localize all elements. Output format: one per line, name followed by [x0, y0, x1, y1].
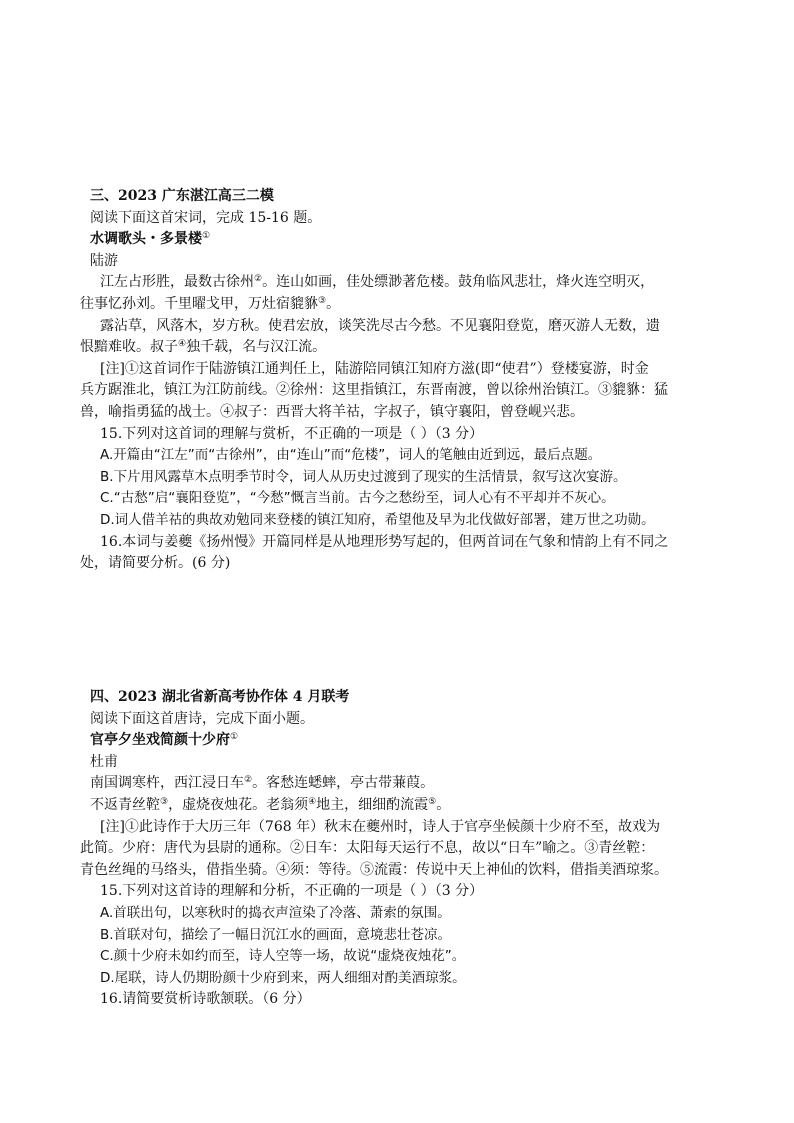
note-line: 青色丝绳的马络头，借指坐骑。④须：等待。⑤流霞：传说中天上神仙的饮料，借指美酒琼浆。	[80, 861, 668, 878]
verse-text: 独千载，名与汉江流。	[186, 339, 327, 356]
poem-title	[90, 229, 734, 251]
footnote-mark: ④	[308, 796, 317, 807]
poem-verse-line	[90, 272, 734, 294]
poem-title	[90, 730, 734, 752]
footnote-mark: ⑤	[428, 796, 437, 807]
footnote-mark: ③	[160, 796, 169, 807]
poem-author: 杜甫	[90, 753, 118, 770]
poem-verse-line	[90, 316, 734, 338]
question-16	[90, 532, 734, 554]
question-text: 15.下列对这首诗的理解和分析，不正确的一项是（ ）（3 分）	[100, 883, 484, 900]
footnote-mark: ②	[244, 775, 253, 786]
verse-text: ，虚烧夜烛花。老翁须	[168, 796, 309, 813]
verse-text: 。	[326, 295, 341, 312]
option-c	[90, 488, 734, 510]
poem-verse-line	[80, 294, 734, 316]
footnote-mark: ①	[230, 732, 239, 743]
option-text: B.首联对句，描绘了一幅日沉江水的画面，意境悲壮苍凉。	[100, 926, 452, 943]
option-text: A.首联出句，以寒秋时的捣衣声渲染了冷落、萧索的氛围。	[100, 904, 451, 921]
verse-text: 南国调寒杵，西江浸日车	[90, 775, 244, 792]
poem-title-text: 官亭夕坐戏简颜十少府	[90, 732, 230, 749]
verse-text: 地主，细细酌流霞	[316, 796, 429, 813]
footnote-mark: ③	[318, 295, 327, 306]
poem-verse-line	[80, 337, 734, 359]
option-text: D.词人借羊祜的典故劝勉同来登楼的镇江知府，希望他及早为北伐做好部署，建万世之功勋。	[100, 511, 655, 528]
footnote-mark: ②	[254, 274, 263, 285]
section-guangdong	[80, 186, 734, 575]
option-a	[90, 903, 734, 925]
question-text: 16.请简要赏析诗歌颔联。（6 分）	[100, 991, 311, 1008]
option-text: A.开篇由“江左”而“古徐州”，由“连山”而“危楼”，词人的笔触由近到远，最后点题。	[100, 447, 602, 464]
option-a	[90, 445, 734, 467]
note-line: 此简。少府：唐代为县尉的通称。②日车：太阳每天运行不息，故以“日车”喻之。③青丝鞚：	[80, 840, 655, 857]
question-16-cont: 处，请简要分析。(6 分)	[80, 555, 231, 572]
footnote-mark: ④	[178, 339, 187, 350]
section-heading: 四、2023 湖北省新高考协作体 4 月联考	[90, 689, 350, 705]
option-text: D.尾联，诗人仍期盼颜十少府到来，两人细细对酌美酒琼浆。	[100, 969, 466, 986]
footnote-mark: ①	[202, 231, 211, 242]
poem-verse-line	[90, 773, 734, 795]
option-d	[90, 968, 734, 990]
note-text: [注]①此诗作于大历三年（768 年）秋末在夔州时，诗人于官亭坐候颜十少府不至，故戏为	[100, 818, 661, 835]
note-text: [注]①这首词作于陆游镇江通判任上，陆游陪同镇江知府方滋(即“使君”）登楼宴游，时金	[100, 360, 649, 377]
question-15	[90, 424, 734, 446]
option-d	[90, 510, 734, 532]
poem-verse-line	[90, 795, 734, 817]
option-b	[90, 467, 734, 489]
question-text: 16.本词与姜夔《扬州慢》开篇同样是从地理形势写起的，但两首词在气象和情韵上有不同之	[100, 533, 669, 550]
section-heading: 三、2023 广东湛江高三二模	[90, 188, 274, 204]
option-text: B.下片用风露草木点明季节时令，词人从历史过渡到了现实的生活情景，叙写这次宴游。	[100, 468, 627, 485]
verse-text: 露沾草，风落木，岁方秋。使君宏放，谈笑洗尽古今愁。不见襄阳登览，磨灭游人无数，遗	[100, 317, 660, 334]
verse-text: 。连山如画，佳处缥渺著危楼。鼓角临风悲壮，烽火连空明灭，	[262, 274, 655, 291]
option-c	[90, 946, 734, 968]
instruction-text: 阅读下面这首唐诗，完成下面小题。	[90, 710, 314, 727]
option-text: C.“古愁”启“襄阳登览”，“今愁”慨言当前。古今之愁纷至，词人心有不平却并不灰心。	[100, 490, 615, 507]
question-15	[90, 881, 734, 903]
question-16	[90, 989, 734, 1011]
poem-title-text: 水调歌头・多景楼	[90, 231, 202, 248]
option-text: C.颜十少府未如约而至，诗人空等一场，故说“虚烧夜烛花”。	[100, 948, 466, 965]
verse-text: 。客愁连蟋蟀，亭古带蒹葭。	[252, 775, 435, 792]
verse-text: 江左占形胜，最数古徐州	[100, 274, 254, 291]
section-hubei	[80, 687, 734, 1011]
question-text: 15.下列对这首词的理解与赏析，不正确的一项是（ ）（3 分）	[100, 425, 484, 442]
verse-text: 恨黯难收。叔子	[80, 339, 178, 356]
note-line	[90, 359, 734, 381]
note-line	[90, 817, 734, 839]
verse-text: 往事忆孙刘。千里曜戈甲，万灶宿貔貅	[80, 295, 318, 312]
instruction-text: 阅读下面这首宋词，完成 15-16 题。	[90, 209, 322, 226]
verse-text: 。	[436, 796, 451, 813]
verse-text: 不返青丝鞚	[90, 796, 160, 813]
note-line: 兵方踞淮北，镇江为江防前线。②徐州：这里指镇江，东晋南渡，曾以徐州治镇江。③貔貅：猛	[80, 382, 668, 399]
poem-author: 陆游	[90, 252, 118, 269]
option-b	[90, 925, 734, 947]
note-line: 兽，喻指勇猛的战士。④叔子：西晋大将羊祜，字叔子，镇守襄阳，曾登岘兴悲。	[80, 403, 584, 420]
